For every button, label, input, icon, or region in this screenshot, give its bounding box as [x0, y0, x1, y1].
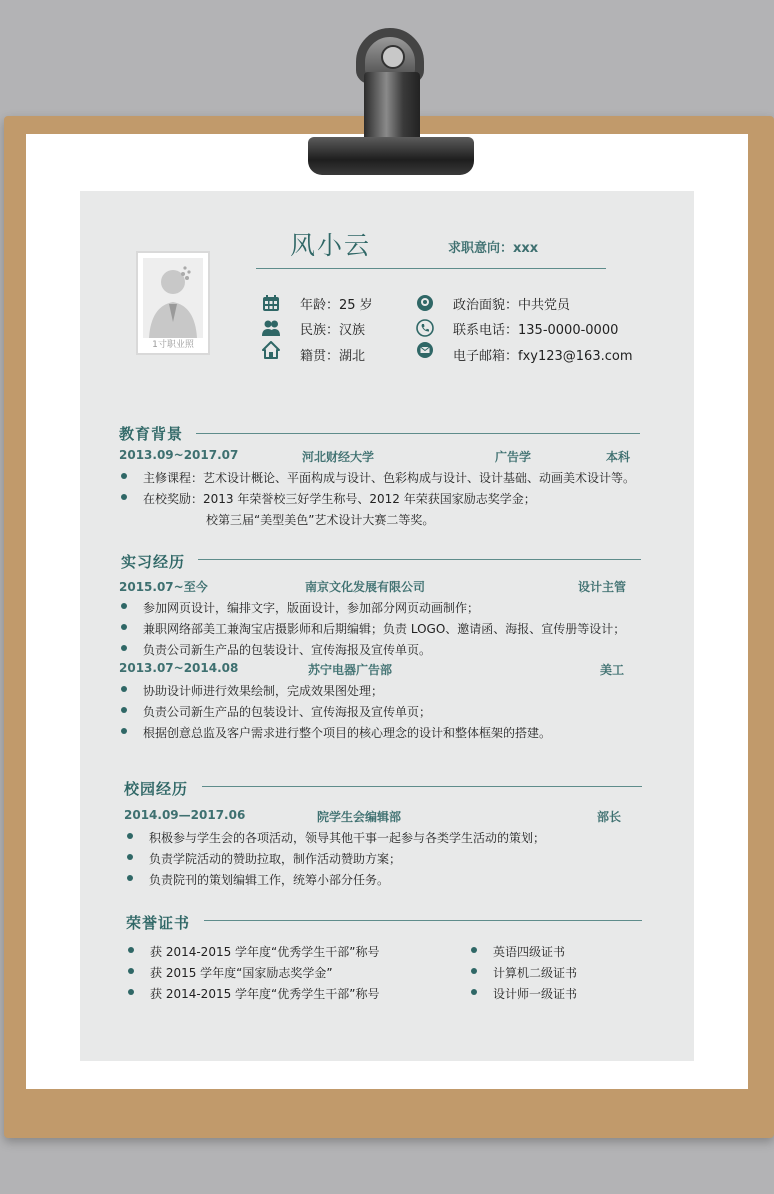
bullet	[471, 989, 477, 995]
bullet	[121, 473, 127, 479]
list-item: 负责学院活动的赞助拉取，制作活动赞助方案；	[149, 852, 402, 866]
honor-item: 获 2014-2015 学年度“优秀学生干部”称号	[150, 987, 380, 1001]
campus-org: 院学生会编辑部	[317, 810, 402, 824]
section-title-education: 教育背景	[119, 425, 184, 443]
info-email: 电子邮箱：fxy123@163.com	[453, 349, 633, 364]
bullet	[121, 728, 127, 734]
list-item: 积极参与学生会的各项活动，领导其他干事一起参与各类学生活动的策划；	[149, 831, 546, 845]
list-item: 参加网页设计，编排文字，版面设计，参加部分网页动画制作；	[143, 601, 480, 615]
bullet	[121, 603, 127, 609]
person-silhouette-icon	[143, 258, 203, 338]
info-phone: 联系电话：135-0000-0000	[453, 323, 619, 338]
profile-photo	[136, 251, 210, 355]
candidate-name: 风小云	[290, 231, 372, 260]
list-item: 主修课程：艺术设计概论、平面构成与设计、色彩构成与设计、设计基础、动画美术设计等。	[143, 471, 636, 485]
bullet	[121, 686, 127, 692]
job-company: 苏宁电器广告部	[308, 663, 393, 677]
list-item: 协助设计师进行效果绘制，完成效果图处理；	[143, 684, 384, 698]
bullet	[121, 707, 127, 713]
bullet	[121, 494, 127, 500]
phone-icon	[416, 319, 434, 337]
bullet	[128, 947, 134, 953]
avatar	[143, 258, 203, 338]
campus-period: 2014.09—2017.06	[124, 808, 246, 822]
section-divider	[204, 920, 642, 921]
honor-item: 获 2014-2015 学年度“优秀学生干部”称号	[150, 945, 380, 959]
bullet	[121, 624, 127, 630]
campus-role: 部长	[597, 810, 622, 824]
bullet	[127, 854, 133, 860]
edu-school: 河北财经大学	[302, 450, 375, 464]
certificate-item: 英语四级证书	[493, 945, 566, 959]
bullet	[471, 947, 477, 953]
mail-icon	[416, 341, 434, 359]
list-item: 在校奖励：2013 年荣誉校三好学生称号、2012 年荣获国家励志奖学金；	[143, 492, 536, 506]
job-period: 2013.07~2014.08	[119, 661, 239, 675]
bullet	[127, 875, 133, 881]
edu-period: 2013.09~2017.07	[119, 448, 239, 462]
bullet	[128, 968, 134, 974]
section-title-internship: 实习经历	[121, 553, 186, 571]
photo-caption: 1寸职业照	[152, 340, 194, 350]
list-item-continuation: 校第三届“美型美色”艺术设计大赛二等奖。	[206, 513, 435, 527]
edu-degree: 本科	[606, 450, 631, 464]
header-divider	[256, 268, 606, 269]
info-hometown: 籍贯：湖北	[300, 349, 366, 364]
section-divider	[198, 559, 641, 560]
info-ethnicity: 民族：汉族	[300, 323, 366, 338]
location-icon	[416, 294, 434, 312]
job-role: 美工	[600, 663, 625, 677]
clip-hole	[381, 45, 405, 69]
bullet	[127, 833, 133, 839]
honor-item: 获 2015 学年度“国家励志奖学金”	[150, 966, 333, 980]
section-title-campus: 校园经历	[124, 780, 189, 798]
info-age: 年龄：25 岁	[300, 298, 373, 313]
clip-neck	[364, 72, 420, 142]
list-item: 负责院刊的策划编辑工作，统筹小部分任务。	[149, 873, 390, 887]
job-intent-value: xxx	[513, 241, 539, 256]
job-period: 2015.07~至今	[119, 580, 208, 594]
edu-major: 广告学	[495, 450, 532, 464]
info-political: 政治面貌：中共党员	[453, 298, 571, 313]
bullet	[128, 989, 134, 995]
certificate-item: 设计师一级证书	[493, 987, 578, 1001]
job-company: 南京文化发展有限公司	[305, 580, 426, 594]
section-title-honors: 荣誉证书	[126, 914, 191, 932]
home-icon	[262, 341, 280, 359]
bullet	[121, 645, 127, 651]
job-intent-label: 求职意向：	[448, 241, 514, 256]
job-role: 设计主管	[578, 580, 627, 594]
bullet	[471, 968, 477, 974]
calendar-icon	[262, 294, 280, 312]
list-item: 负责公司新生产品的包装设计、宣传海报及宣传单页；	[143, 705, 432, 719]
job-intent	[448, 237, 538, 256]
list-item: 负责公司新生产品的包装设计、宣传海报及宣传单页。	[143, 643, 432, 657]
binder-clip-icon	[308, 137, 474, 175]
section-divider	[196, 433, 640, 434]
people-icon	[262, 319, 280, 337]
list-item: 根据创意总监及客户需求进行整个项目的核心理念的设计和整体框架的搭建。	[143, 726, 552, 740]
certificate-item: 计算机二级证书	[493, 966, 578, 980]
section-divider	[202, 786, 642, 787]
list-item: 兼职网络部美工兼淘宝店摄影师和后期编辑；负责 LOGO、邀请函、海报、宣传册等设计；	[143, 622, 626, 636]
